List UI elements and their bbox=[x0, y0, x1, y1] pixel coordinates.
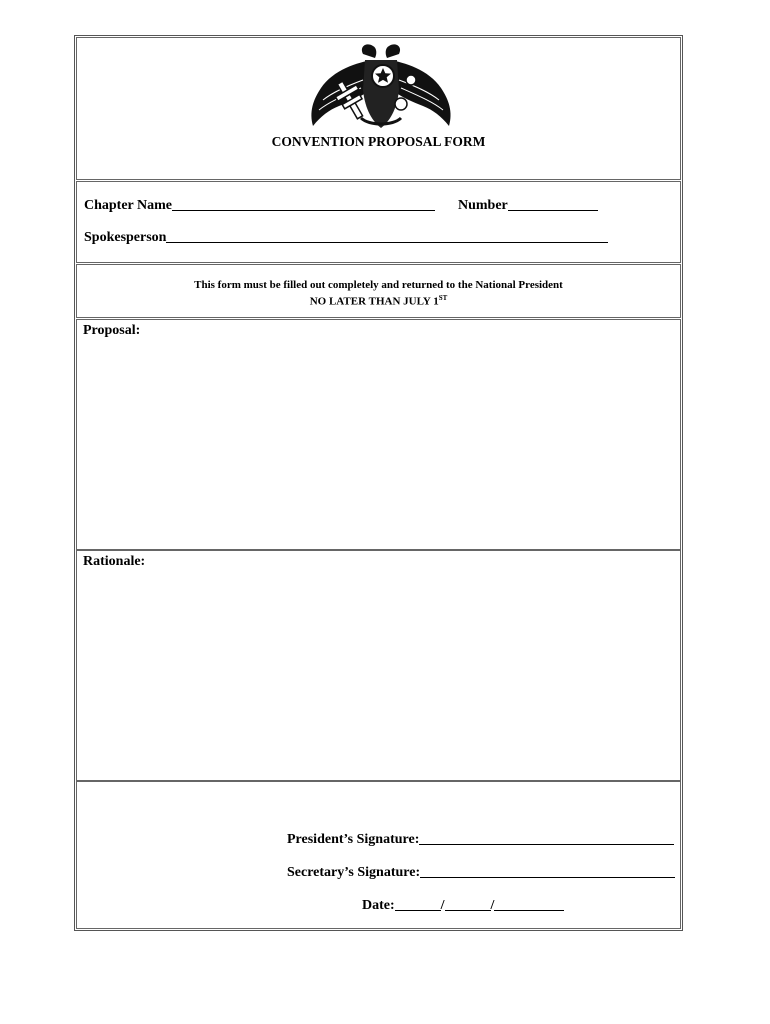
secretary-signature-row bbox=[287, 865, 675, 881]
notice-line-1: This form must be filled out completely and returned to the National President bbox=[194, 279, 563, 291]
date-row bbox=[362, 898, 564, 914]
proposal-section[interactable] bbox=[76, 319, 681, 550]
header-section bbox=[76, 37, 681, 180]
eagle-emblem-logo bbox=[303, 40, 459, 134]
spokesperson-field[interactable] bbox=[166, 241, 608, 243]
notice-section bbox=[76, 264, 681, 318]
date-year-field[interactable] bbox=[494, 909, 564, 911]
deadline-suffix: ST bbox=[438, 294, 448, 302]
secretary-signature-label: Secretary’s Signature: bbox=[287, 865, 421, 880]
number-field[interactable] bbox=[508, 209, 598, 211]
date-label: Date: bbox=[362, 898, 395, 913]
chapter-info-section bbox=[76, 181, 681, 263]
date-month-field[interactable] bbox=[395, 909, 441, 911]
date-separator-1: / bbox=[440, 898, 445, 913]
spokesperson-row bbox=[84, 230, 608, 246]
rationale-section[interactable] bbox=[76, 550, 681, 781]
president-signature-field[interactable] bbox=[419, 843, 674, 845]
deadline-text: NO LATER THAN JULY 1 bbox=[309, 295, 439, 308]
date-separator-2: / bbox=[490, 898, 495, 913]
notice-text bbox=[77, 279, 680, 309]
number-row bbox=[458, 198, 598, 214]
spokesperson-label: Spokesperson bbox=[84, 230, 167, 245]
form-title: CONVENTION PROPOSAL FORM bbox=[271, 134, 486, 149]
chapter-name-row bbox=[84, 198, 435, 214]
rationale-label: Rationale: bbox=[83, 554, 146, 569]
signature-section bbox=[76, 781, 681, 929]
chapter-name-label: Chapter Name bbox=[84, 198, 173, 213]
president-signature-row bbox=[287, 832, 674, 848]
convention-proposal-form bbox=[74, 35, 683, 931]
president-signature-label: President’s Signature: bbox=[287, 832, 420, 847]
proposal-label: Proposal: bbox=[83, 323, 141, 338]
number-label: Number bbox=[458, 198, 508, 213]
secretary-signature-field[interactable] bbox=[420, 876, 675, 878]
notice-line-2 bbox=[77, 292, 680, 309]
date-day-field[interactable] bbox=[445, 909, 491, 911]
chapter-name-field[interactable] bbox=[172, 209, 435, 211]
